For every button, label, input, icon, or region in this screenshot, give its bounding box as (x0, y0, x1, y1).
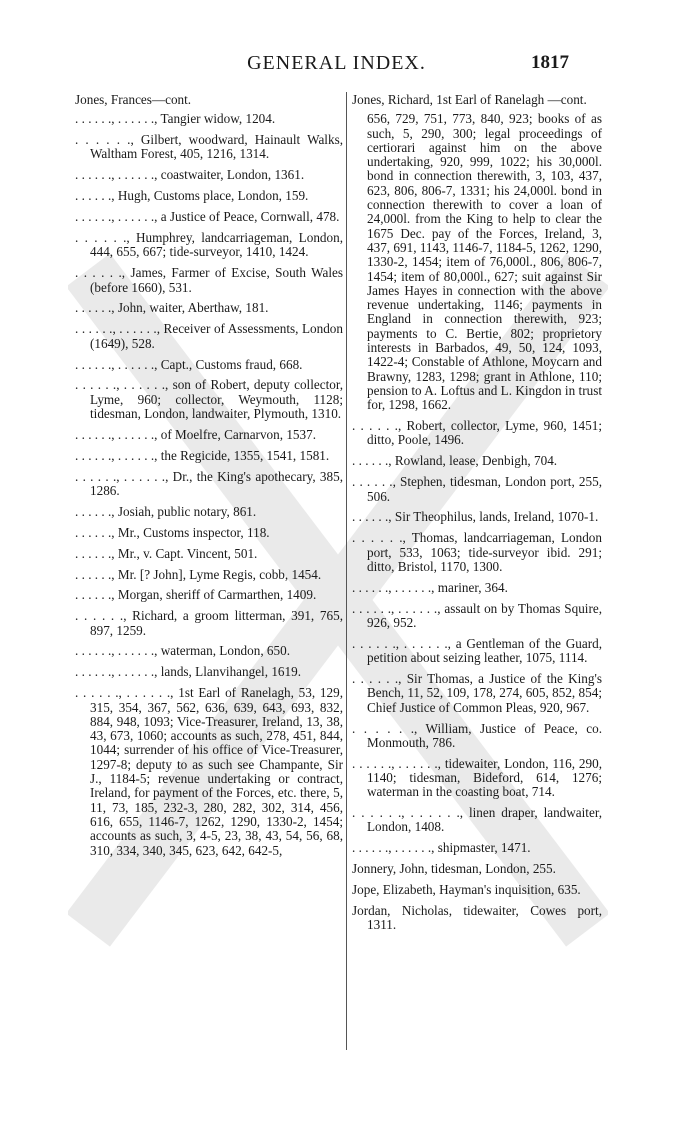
index-entry: . . . . . ., . . . . . ., tidewaiter, London, 116, 290, 1140; tidesman, Bideford, 614, 1276; waterman in the coasting boat, 714. (352, 755, 602, 800)
index-entry: . . . . . ., Mr. [? John], Lyme Regis, cobb, 1454. (75, 566, 322, 582)
index-entry: . . . . . ., . . . . . ., linen draper, landwaiter, London, 1408. (352, 805, 602, 835)
index-entry: . . . . . ., . . . . . ., waterman, London, 650. (75, 643, 290, 659)
index-entry: Jonnery, John, tidesman, London, 255. (352, 861, 556, 877)
index-entry: . . . . . ., William, Justice of Peace, co. Monmouth, 786. (352, 720, 602, 750)
index-entry: . . . . . ., . . . . . ., coastwaiter, London, 1361. (75, 167, 305, 183)
page-number: 1817 (531, 52, 569, 73)
index-entry: . . . . . ., . . . . . ., the Regicide, 1355, 1541, 1581. (75, 447, 330, 463)
index-entry: Jope, Elizabeth, Hayman's inquisition, 635. (352, 882, 581, 898)
index-entry: . . . . . ., . . . . . ., lands, Llanvihangel, 1619. (75, 664, 301, 680)
continued-entry: 656, 729, 751, 773, 840, 923; books of as such, 5, 290, 300; legal proceedings of certiorari against him on the above undertaking, 920, 999, 1022; his 30,000l. bond in connection therewith, 3, 103, 437, 623, 806, 806-7, 1331; his 24,000l. bond in connection therewith to cover a loan of 24,000l. from the King to help to clear the 1675 Dec. pay of the Forces, Ireland, 3, 437, 691, 1143, 1146-7, 1184-5, 1262, 1290, 1330-2, 1454; item of 76,000l., 806, 806-7, 1454; item of 80,000l., 627; suit against Sir James Hayes in connection with the above revenue undertaking, 1146; payments in England in connection therewith, 923; payments to C. Bertie, 802; proprietory interests in Barbados, 49, 50, 124, 1093, 1422-4; Constable of Athlone, Moycarn and Brawny, 1283, 1298; grant in Athlone, 110; pension to A. Loftus and L. Kingdon in trust for, 1298, 1662. (367, 111, 602, 413)
index-entry: . . . . . ., Mr., v. Capt. Vincent, 501. (75, 545, 258, 561)
index-entry: . . . . . ., Sir Theophilus, lands, Ireland, 1070-1. (352, 509, 599, 525)
index-entry: . . . . . ., . . . . . ., mariner, 364. (352, 579, 508, 595)
index-entry: . . . . . ., Mr., Customs inspector, 118. (75, 524, 270, 540)
index-entry: . . . . . ., Hugh, Customs place, London, 159. (75, 188, 309, 204)
index-entry: . . . . . ., . . . . . ., assault on by Thomas Squire, 926, 952. (352, 600, 602, 630)
index-entry: . . . . . ., Gilbert, woodward, Hainault Walks, Waltham Forest, 405, 1216, 1314. (75, 132, 343, 162)
index-entry: . . . . . ., . . . . . ., son of Robert, deputy collector, Lyme, 960; collector, Weymouth, 1128; tidesman, London, landwaiter, Plymouth, 1310. (75, 377, 343, 421)
index-entry: Jordan, Nicholas, tidewaiter, Cowes port, 1311. (352, 903, 602, 933)
index-entry: . . . . . ., . . . . . ., 1st Earl of Ranelagh, 53, 129, 315, 354, 367, 562, 636, 639, 643, 693, 832, 884, 948, 1093; Vice-Treasurer, Ireland, 13, 38, 43, 673, 1060; accounts as such, 278, 451, 844, 1044; surrender of his office of Vice-Treasurer, 1297-8; deputy to as such see Champante, Sir J., 1184-5; revenue undertaking or contract, Ireland, for payment of the Forces, etc. there, 5, 11, 73, 185, 232-3, 280, 282, 302, 314, 456, 616, 655, 1146-7, 1262, 1290, 1330-2, 1454; accounts as such, 3, 4-5, 23, 38, 43, 54, 56, 68, 310, 334, 340, 345, 623, 642, 642-5, (75, 685, 343, 858)
index-entry: . . . . . ., Humphrey, landcarriageman, London, 444, 655, 667; tide-surveyor, 1410, 1424. (75, 230, 343, 260)
index-entry: . . . . . ., Josiah, public notary, 861. (75, 503, 257, 519)
left-column-heading: Jones, Frances—cont. (75, 92, 192, 107)
index-entry: . . . . . ., Sir Thomas, a Justice of the King's Bench, 11, 52, 109, 178, 274, 605, 852, 854; Chief Justice of Common Pleas, 920, 967. (352, 671, 602, 715)
index-entry: . . . . . ., James, Farmer of Excise, South Wales (before 1660), 531. (75, 265, 343, 295)
index-entry: . . . . . ., Thomas, landcarriageman, London port, 533, 1063; tide-surveyor ibid. 291; ditto, Bristol, 1170, 1300. (352, 530, 602, 574)
index-entry: . . . . . ., . . . . . ., a Gentleman of the Guard, petition about seizing leather, 1075, 1114. (352, 635, 602, 666)
index-entry: . . . . . ., Robert, collector, Lyme, 960, 1451; ditto, Poole, 1496. (352, 418, 602, 448)
index-entry: . . . . . ., . . . . . ., shipmaster, 1471. (352, 840, 531, 856)
page-header (0, 52, 673, 86)
right-column-heading: Jones, Richard, 1st Earl of Ranelagh —cont. (352, 92, 587, 107)
index-entry: . . . . . ., . . . . . ., of Moelfre, Carnarvon, 1537. (75, 426, 316, 442)
index-entry: . . . . . ., . . . . . ., Capt., Customs fraud, 668. (75, 356, 303, 372)
index-entry: . . . . . ., . . . . . ., Dr., the King's apothecary, 385, 1286. (75, 468, 343, 498)
index-entry: . . . . . ., . . . . . ., Receiver of Assessments, London (1649), 528. (75, 321, 343, 351)
left-column (75, 93, 343, 864)
index-entry: . . . . . ., Morgan, sheriff of Carmarthen, 1409. (75, 587, 317, 603)
index-entry: . . . . . ., Stephen, tidesman, London port, 255, 506. (352, 474, 602, 504)
column-divider (346, 92, 347, 1050)
index-entry: . . . . . ., . . . . . ., a Justice of Peace, Cornwall, 478. (75, 209, 340, 225)
index-entry: . . . . . ., Rowland, lease, Denbigh, 704. (352, 453, 558, 469)
index-entry: . . . . . ., . . . . . ., Tangier widow, 1204. (75, 111, 276, 127)
running-title: GENERAL INDEX. (247, 52, 426, 74)
right-column (352, 93, 602, 939)
index-entry: . . . . . ., John, waiter, Aberthaw, 181. (75, 300, 269, 316)
index-entry: . . . . . ., Richard, a groom litterman, 391, 765, 897, 1259. (75, 608, 343, 638)
